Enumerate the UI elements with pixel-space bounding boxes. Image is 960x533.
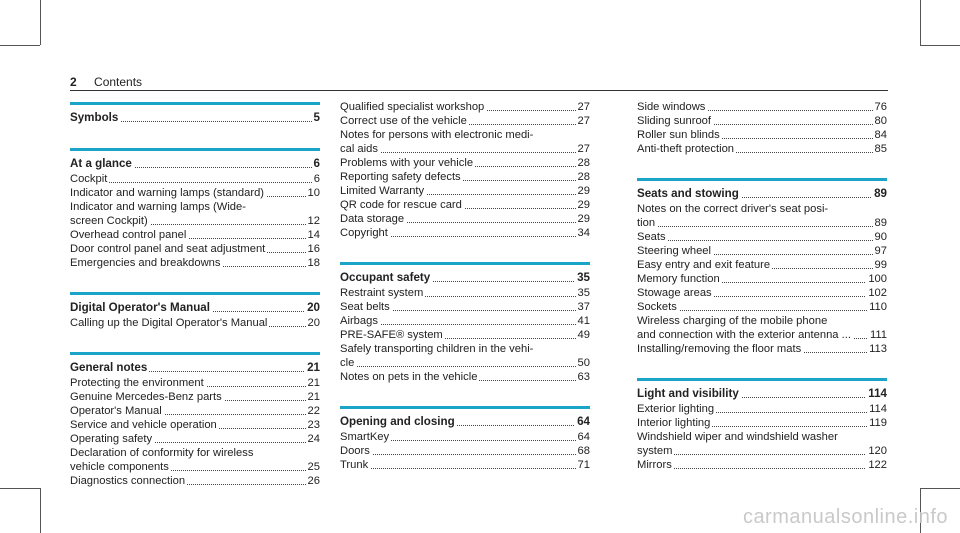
section-gap [70,330,320,350]
toc-section-heading[interactable] [340,271,590,285]
toc-page-number: 24 [307,433,320,445]
toc-entry-label: Seat belts [340,301,390,313]
section-rule [70,148,320,151]
toc-entry-label: PRE-SAFE® system [340,329,443,341]
toc-entry-label: Digital Operator's Manual [70,301,210,314]
toc-page-number: 28 [577,171,590,183]
toc-entry[interactable] [637,100,887,114]
section-rule [340,406,590,409]
leader-dots [637,240,887,241]
toc-page-number: 89 [874,217,887,229]
toc-entry-label: Installing/removing the floor mats [637,343,802,355]
toc-entry[interactable] [70,316,320,330]
toc-page-number: 34 [577,227,590,239]
toc-page-number: 25 [307,461,320,473]
toc-page-number: 35 [577,271,590,284]
toc-section-heading[interactable] [70,157,320,171]
toc-entry[interactable] [637,216,887,230]
toc-entry-line[interactable]: Safely transporting children in the vehi- [340,343,534,355]
toc-entry[interactable] [340,430,590,444]
toc-entry[interactable] [340,444,590,458]
toc-page-number: 6 [313,173,320,185]
toc-page-number: 68 [577,445,590,457]
toc-entry[interactable] [340,356,590,370]
section-gap [70,270,320,290]
toc-page-number: 28 [577,157,590,169]
leader-dots [340,366,590,367]
toc-page-number: 84 [874,129,887,141]
toc-page-number: 23 [307,419,320,431]
toc-entry[interactable] [340,370,590,384]
toc-page-number: 21 [307,377,320,389]
toc-entry-label: SmartKey [340,431,390,443]
toc-entry[interactable] [340,300,590,314]
toc-entry-label: Restraint system [340,287,424,299]
toc-entry-label: Sockets [637,301,677,313]
toc-entry-label: Interior lighting [637,417,711,429]
toc-entry[interactable] [70,432,320,446]
toc-page-number: 27 [577,143,590,155]
toc-entry-label: Seats [637,231,666,243]
toc-page-number: 22 [307,405,320,417]
toc-entry-label: Limited Warranty [340,185,425,197]
toc-entry[interactable] [340,458,590,472]
toc-entry[interactable] [70,214,320,228]
section-rule [70,102,320,105]
toc-entry[interactable] [340,226,590,240]
toc-entry[interactable] [637,128,887,142]
section-gap [340,240,590,260]
toc-entry-label: Exterior lighting [637,403,715,415]
toc-entry-label: Emergencies and breakdowns [70,257,221,269]
toc-entry-label: Diagnostics connection [70,475,186,487]
toc-entry-label: Door control panel and seat adjustment [70,243,266,255]
toc-entry-label: Light and visibility [637,387,739,400]
toc-page-number: 10 [307,187,320,199]
toc-page-number: 16 [307,243,320,255]
toc-page-number: 122 [868,459,887,471]
toc-entry-label: Protecting the environment [70,377,204,389]
crop-mark [920,0,921,45]
toc-entry[interactable] [70,418,320,432]
section-rule [70,352,320,355]
toc-entry[interactable] [70,376,320,390]
toc-page-number: 64 [577,431,590,443]
toc-entry[interactable] [340,212,590,226]
toc-section [340,240,590,384]
toc-entry[interactable] [70,390,320,404]
toc-entry-label: cal aids [340,143,378,155]
toc-entry[interactable] [340,142,590,156]
toc-section-heading[interactable] [340,415,590,429]
toc-entry[interactable] [70,460,320,474]
toc-entry[interactable] [637,300,887,314]
toc-entry[interactable] [637,416,887,430]
section-gap [340,384,590,404]
toc-entry[interactable] [637,142,887,156]
section-rule [340,262,590,265]
toc-page-number: 21 [307,391,320,403]
toc-entry-label: Notes on pets in the vehicle [340,371,478,383]
toc-entry[interactable] [70,474,320,488]
toc-entry[interactable] [637,258,887,272]
toc-entry-line[interactable]: Declaration of conformity for wireless [70,447,254,459]
leader-dots [340,454,590,455]
toc-entry[interactable] [340,156,590,170]
toc-entry-label: vehicle components [70,461,169,473]
toc-page-number: 113 [869,343,887,355]
leader-dots [340,468,590,469]
toc-page-number: 89 [874,187,887,200]
toc-section-heading[interactable] [70,361,320,375]
toc-page-number: 35 [577,287,590,299]
toc-page-number: 119 [869,417,887,429]
toc-entry[interactable] [340,184,590,198]
toc-page-number: 14 [307,229,320,241]
toc-entry-label: Memory function [637,273,720,285]
toc-page-number: 27 [577,101,590,113]
crop-mark [0,488,40,489]
toc-entry[interactable] [340,198,590,212]
toc-entry-label: Qualified specialist workshop [340,101,485,113]
toc-page-number: 49 [577,329,590,341]
toc-entry[interactable] [637,272,887,286]
header-rule [70,90,888,91]
toc-entry-label: QR code for rescue card [340,199,462,211]
toc-entry-line[interactable]: Windshield wiper and windshield washer [637,431,838,443]
toc-entry[interactable] [637,244,887,258]
toc-entry-label: Easy entry and exit feature [637,259,771,271]
crop-mark [920,45,960,46]
toc-entry[interactable] [637,402,887,416]
toc-entry-label: Seats and stowing [637,187,739,200]
toc-section [340,384,590,472]
leader-dots [637,226,887,227]
toc-page-number: 99 [874,259,887,271]
toc-entry-label: Airbags [340,315,378,327]
toc-entry[interactable] [637,230,887,244]
toc-page-number: 80 [874,115,887,127]
toc-entry[interactable] [637,286,887,300]
toc-page-number: 29 [577,199,590,211]
toc-entry-line[interactable]: Notes for persons with electronic medi- [340,129,534,141]
section-rule [70,292,320,295]
toc-entry-label: Indicator and warning lamps (standard) [70,187,265,199]
toc-page-number: 114 [869,403,887,415]
toc-entry[interactable] [340,170,590,184]
toc-entry-label: Occupant safety [340,271,431,284]
toc-page-number: 50 [577,357,590,369]
toc-entry[interactable] [70,404,320,418]
section-gap [70,126,320,146]
toc-entry-label: Problems with your vehicle [340,157,474,169]
toc-entry[interactable] [70,172,320,186]
toc-entry-label: Doors [340,445,370,457]
toc-entry[interactable] [637,342,887,356]
toc-page-number: 102 [868,287,887,299]
watermark: carmanualsonline.info [742,506,948,528]
toc-entry-label: system [637,445,673,457]
toc-entry[interactable] [340,286,590,300]
toc-entry-label: Sliding sunroof [637,115,712,127]
toc-entry-label: Steering wheel [637,245,712,257]
toc-column-1 [70,100,320,488]
toc-entry-label: Symbols [70,111,119,124]
toc-entry-line[interactable]: Wireless charging of the mobile phone [637,315,828,327]
toc-entry-label: Stowage areas [637,287,712,299]
toc-entry-label: Operator's Manual [70,405,162,417]
toc-entry-label: Genuine Mercedes-Benz parts [70,391,222,403]
toc-entry-label: Side windows [637,101,706,113]
section-rule [637,378,887,381]
toc-entry-label: Operating safety [70,433,153,445]
crop-mark [0,45,40,46]
toc-entry[interactable] [340,100,590,114]
leader-dots [637,454,887,455]
toc-entry[interactable] [637,114,887,128]
toc-entry-label: Roller sun blinds [637,129,720,141]
section-gap [637,356,887,376]
crop-mark [40,488,41,533]
toc-entry-label: At a glance [70,157,132,170]
toc-section-heading[interactable] [70,111,320,125]
toc-column-3 [637,100,887,472]
toc-page-number: 64 [577,415,590,428]
toc-section [70,330,320,488]
toc-section [70,270,320,330]
toc-page-number: 90 [874,231,887,243]
toc-entry[interactable] [70,186,320,200]
toc-entry-label: Opening and closing [340,415,455,428]
toc-entry-line[interactable]: Notes on the correct driver's seat posi- [637,203,829,215]
toc-section-heading[interactable] [637,187,887,201]
toc-page-number: 27 [577,115,590,127]
toc-section [637,356,887,472]
page-number: 2 [70,75,77,89]
page-title: Contents [94,75,143,89]
leader-dots [637,468,887,469]
toc-entry-label: Calling up the Digital Operator's Manual [70,317,268,329]
toc-section [637,100,887,156]
toc-page-number: 29 [577,185,590,197]
toc-entry-label: Service and vehicle operation [70,419,217,431]
toc-page-number: 12 [307,215,320,227]
toc-page-number: 85 [874,143,887,155]
toc-page-number: 20 [307,301,320,314]
toc-page-number: 76 [874,101,887,113]
toc-entry-label: Copyright [340,227,388,239]
toc-page-number: 63 [577,371,590,383]
toc-entry-label: Correct use of the vehicle [340,115,467,127]
toc-entry[interactable] [70,256,320,270]
toc-page-number: 21 [307,361,320,374]
toc-entry-label: Mirrors [637,459,672,471]
toc-entry[interactable] [70,242,320,256]
toc-page-number: 114 [868,387,887,400]
toc-page-number: 18 [307,257,320,269]
toc-entry[interactable] [70,228,320,242]
toc-section [637,156,887,356]
toc-page-number: 71 [577,459,590,471]
toc-section [70,126,320,270]
toc-page-number: 20 [307,317,320,329]
toc-entry-line[interactable]: Indicator and warning lamps (Wide- [70,201,246,213]
toc-entry[interactable] [340,314,590,328]
section-gap [637,156,887,176]
crop-mark [40,0,41,45]
toc-entry-label: Reporting safety defects [340,171,461,183]
toc-entry[interactable] [637,458,887,472]
toc-entry-label: Trunk [340,459,369,471]
toc-entry[interactable] [340,114,590,128]
toc-page-number: 120 [868,445,887,457]
toc-entry-label: tion [637,217,656,229]
toc-entry-label: Anti-theft protection [637,143,735,155]
toc-entry[interactable] [340,328,590,342]
toc-entry-label: Overhead control panel [70,229,187,241]
page-header [70,75,142,89]
toc-page-number: 5 [313,111,320,124]
toc-entry-label: Cockpit [70,173,108,185]
toc-section [70,102,320,125]
section-rule [637,178,887,181]
toc-column-2 [340,100,590,472]
toc-section-heading[interactable] [637,387,887,401]
toc-entry[interactable] [637,328,887,342]
toc-section-heading[interactable] [70,301,320,315]
toc-page-number: 41 [577,315,590,327]
toc-entry[interactable] [637,444,887,458]
toc-page-number: 100 [868,273,887,285]
toc-entry-label: cle [340,357,355,369]
crop-mark [920,488,960,489]
toc-page-number: 97 [874,245,887,257]
toc-entry-label: and connection with the exterior antenna ... [637,329,851,341]
toc-page-number: 29 [577,213,590,225]
toc-page-number: 111 [869,329,887,341]
toc-page-number: 6 [313,157,320,170]
toc-page-number: 26 [307,475,320,487]
toc-entry-label: screen Cockpit) [70,215,148,227]
toc-entry-label: Data storage [340,213,405,225]
toc-page-number: 37 [577,301,590,313]
toc-page-number: 110 [869,301,887,313]
toc-entry-label: General notes [70,361,148,374]
toc-section [340,100,590,240]
